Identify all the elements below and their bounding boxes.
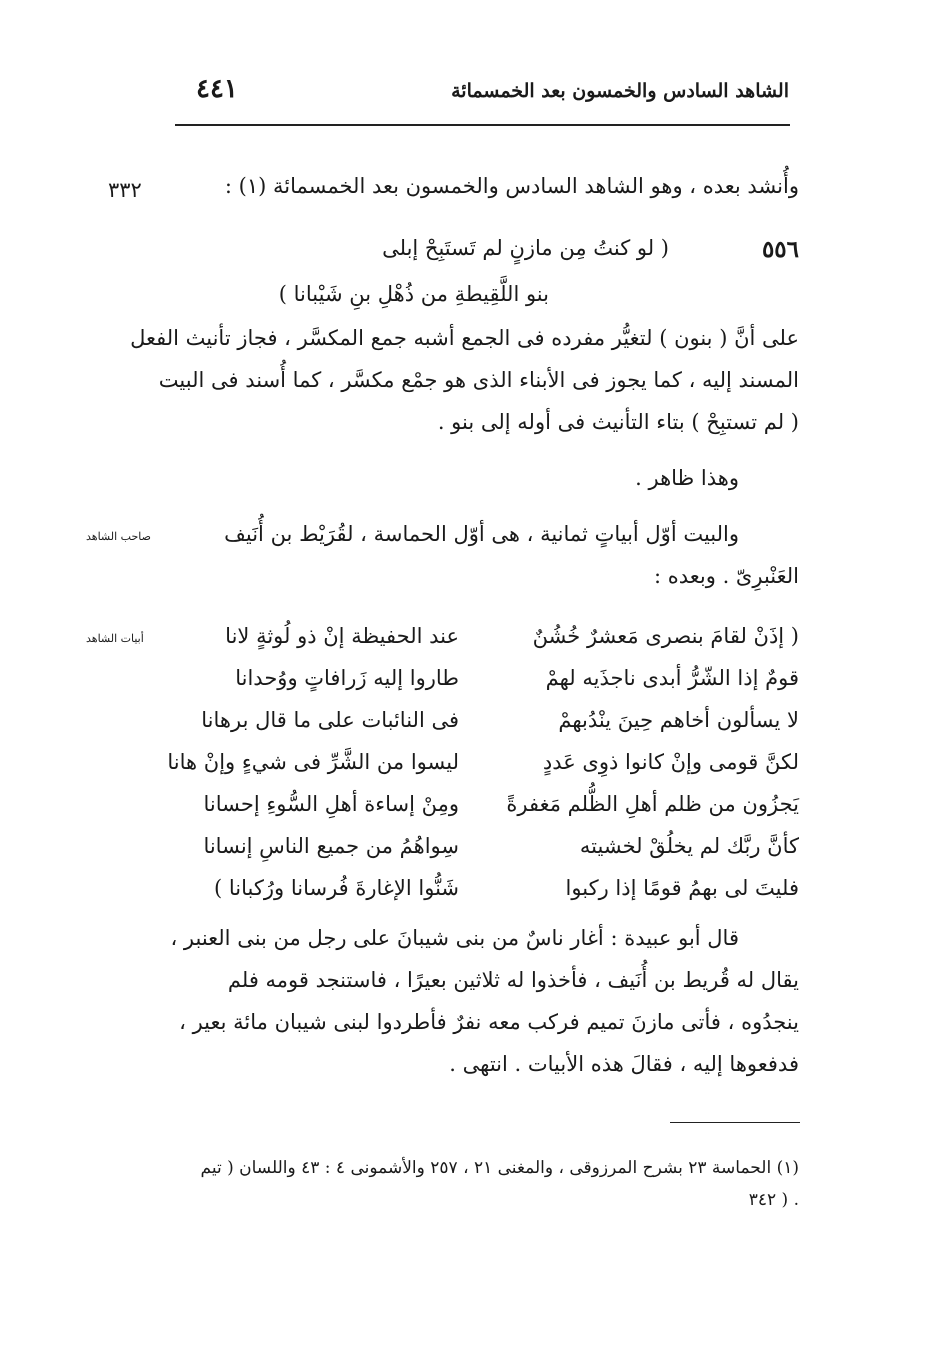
poem-hemistich-right: لا يسألون أخاهم حِينَ ينْدُبهمْ bbox=[558, 708, 799, 732]
poem-hemistich-left: طاروا إليه زَرافاتٍ ووُحدانا bbox=[235, 666, 459, 690]
poem-hemistich-right: قومٌ إذا الشّرُّ أبدى ناجذَيه لهمْ bbox=[545, 666, 799, 690]
story-line: ينجدُوه ، فأتى مازنَ تميم فركب معه نفرٌ فأطردوا لبنى شيبان مائة بعير ، bbox=[179, 1010, 799, 1034]
story-line: قال أبو عبيدة : أغار ناسٌ من بنى شيبانَ على رجل من بنى العنبر ، bbox=[170, 926, 739, 950]
poem-hemistich-right: فليتَ لى بهمُ قومًا إذا ركبوا bbox=[565, 876, 799, 900]
verse-hemistich-1: ( لو كنتُ مِن مازنٍ لم تَستَبِحْ إبلى bbox=[382, 236, 669, 260]
footnote-line: (١) الحماسة ٢٣ بشرح المرزوقى ، والمغنى ٢١ ، ٢٥٧ والأشمونى ٤ : ٤٣ واللسان ( تيم bbox=[200, 1158, 799, 1178]
body-line: ( لم تستبِحْ ) بتاء التأنيث فى أوله إلى بنو . bbox=[437, 410, 799, 434]
body-line: على أنَّ ( بنون ) لتغيُّر مفرده فى الجمع أشبه جمع المكسَّر ، فجاز تأنيث الفعل bbox=[130, 326, 799, 350]
poem-hemistich-left: فى النائبات على ما قال برهانا bbox=[201, 708, 459, 732]
margin-note-poem: أبيات الشاهد bbox=[86, 632, 144, 645]
poem-hemistich-right: لكنَّ قومى وإنْ كانوا ذوِى عَددٍ bbox=[542, 750, 799, 774]
verse-number: ٥٥٦ bbox=[761, 236, 799, 263]
footnote-rule bbox=[670, 1122, 800, 1123]
intro-line: وأُنشد بعده ، وهو الشاهد السادس والخمسون بعد الخمسمائة (١) : bbox=[224, 174, 799, 198]
story-line: يقال له قُريط بن أُنَيف ، فأخذوا له ثلاثين بعيرًا ، فاستنجد قومه فلم bbox=[227, 968, 799, 992]
margin-note-author: صاحب الشاهد bbox=[86, 530, 151, 543]
story-line: فدفعوها إليه ، فقالَ هذه الأبيات . انتهى . bbox=[449, 1052, 799, 1076]
footnote-line: ٣٤٢ ) . bbox=[748, 1190, 799, 1210]
poem-hemistich-left: عند الحفيظة إنْ ذو لُوثةٍ لانا bbox=[225, 624, 459, 648]
attribution-line: العَنْبرِىّ . وبعده : bbox=[654, 564, 799, 588]
poem-hemistich-right: كأنَّ ربَّك لم يخلُقْ لخشيته bbox=[579, 834, 799, 858]
poem-hemistich-left: ومِنْ إساءة أهلِ السُّوءِ إحسانا bbox=[203, 792, 459, 816]
poem-hemistich-left: سِواهُمُ من جميع الناسِ إنسانا bbox=[203, 834, 459, 858]
poem-hemistich-right: يَجزُون من ظلم أهلِ الظُّلم مَغفرةً bbox=[506, 792, 799, 816]
poem-hemistich-right: ( إذَنْ لقامَ بنصرى مَعشرٌ خُشُنٌ bbox=[532, 624, 799, 648]
intro-margin-number: ٣٣٢ bbox=[108, 178, 142, 202]
verse-hemistich-2: بنو اللَّقِيطةِ من ذُهْلِ بنِ شَيْبانا ) bbox=[278, 282, 549, 306]
body-line: المسند إليه ، كما يجوز فى الأبناء الذى هو جمْع مكسَّر ، كما أُسند فى البيت bbox=[158, 368, 799, 392]
poem-hemistich-left: شَنُّوا الإغارةَ فُرسانا ورُكبانا ) bbox=[214, 876, 459, 900]
header-rule bbox=[175, 124, 790, 126]
poem-hemistich-left: ليسوا من الشَّرِّ فى شيءٍ وإنْ هانا bbox=[167, 750, 459, 774]
attribution-line: والبيت أوّل أبياتٍ ثمانية ، هى أوّل الحماسة ، لقُرَيْط بن أُنَيف bbox=[224, 522, 739, 546]
running-title: الشاهد السادس والخمسون بعد الخمسمائة bbox=[451, 80, 789, 102]
body-line: وهذا ظاهر . bbox=[635, 466, 739, 490]
page-number: ٤٤١ bbox=[196, 74, 238, 104]
